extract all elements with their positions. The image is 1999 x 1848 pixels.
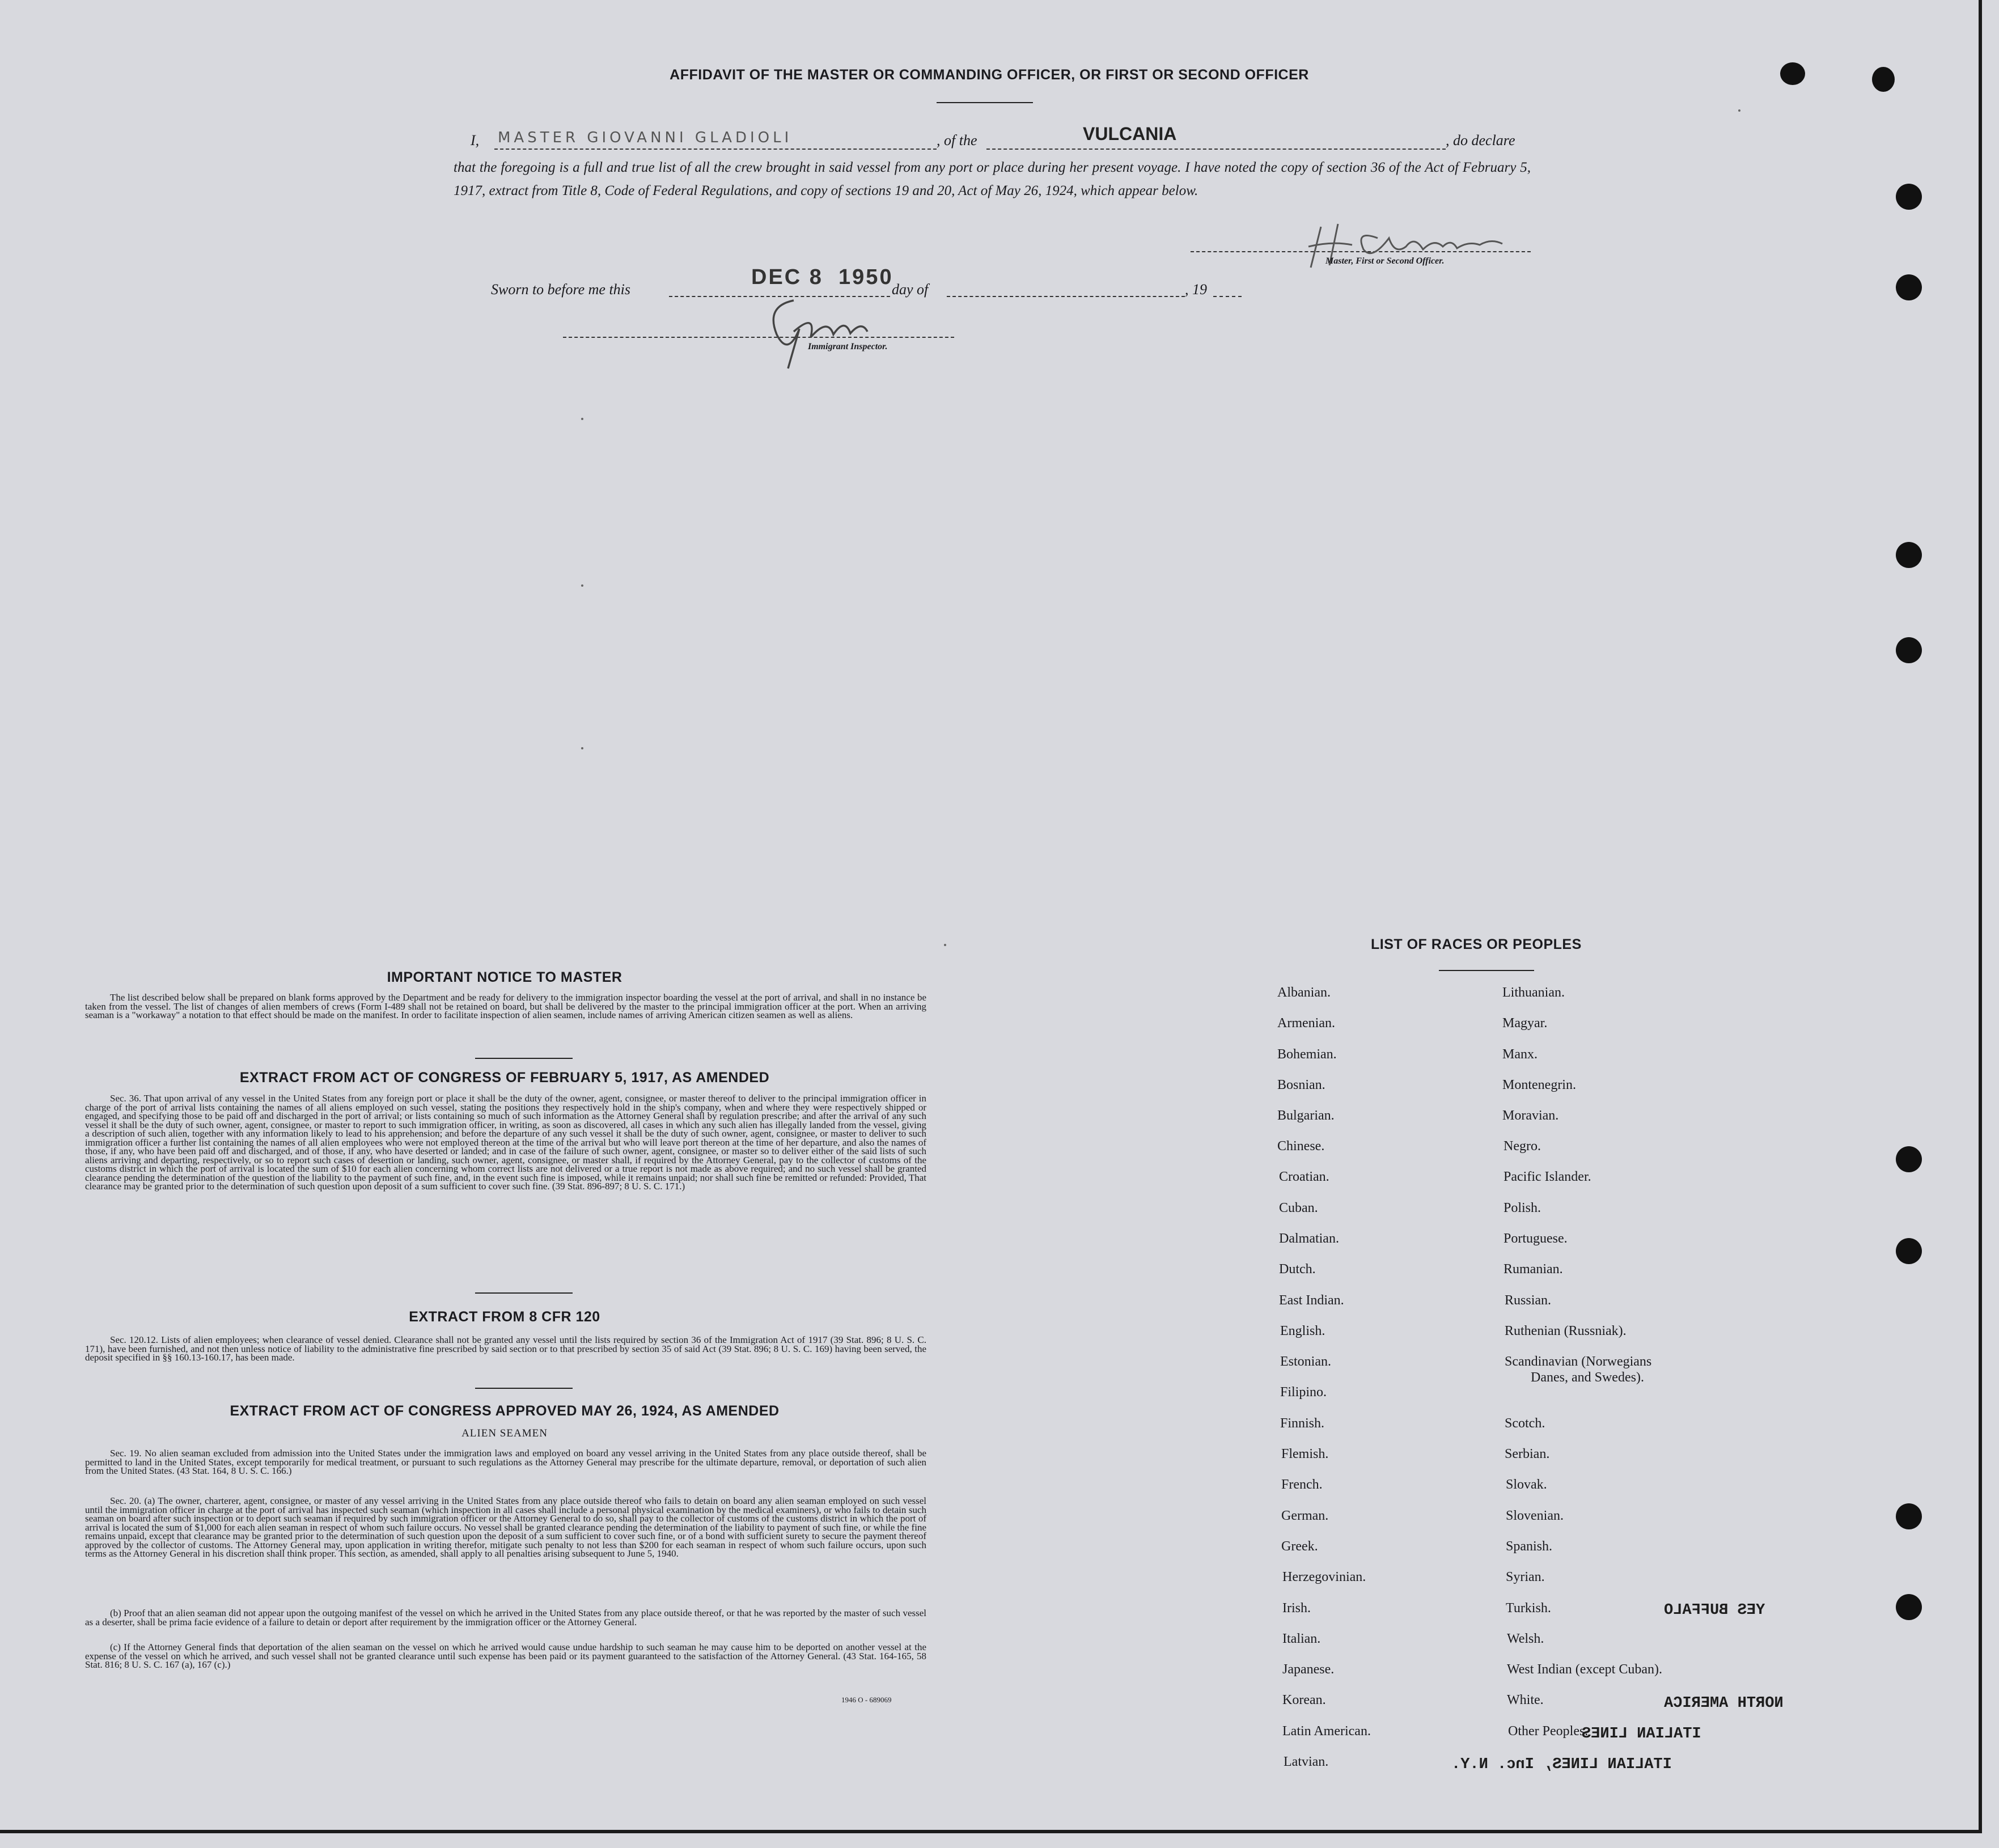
race-left-item: Dalmatian.	[1279, 1231, 1339, 1246]
race-left-item: Herzegovinian.	[1282, 1570, 1366, 1584]
race-right-item: Serbian.	[1505, 1447, 1550, 1461]
race-right-item: Rumanian.	[1504, 1262, 1563, 1277]
extract-cfr-title: EXTRACT FROM 8 CFR 120	[409, 1309, 600, 1325]
inspector-signature	[754, 283, 924, 374]
race-left-item: Irish.	[1282, 1601, 1311, 1616]
race-left-item: Armenian.	[1277, 1016, 1335, 1031]
race-right-item: Portuguese.	[1504, 1231, 1568, 1246]
race-right-item: Negro.	[1504, 1139, 1541, 1154]
year-line	[1213, 296, 1242, 297]
race-right-item: Russian.	[1505, 1293, 1552, 1308]
sworn-label: Sworn to before me this	[491, 281, 631, 298]
race-right-item: Ruthenian (Russniak).	[1505, 1324, 1627, 1338]
month-line	[947, 296, 1185, 297]
race-left-item: Filipino.	[1280, 1385, 1327, 1400]
notice-body: The list described below shall be prepared on blank forms approved by the Department and be ready for delivery to the immigration inspector boarding the vessel at the port of arrival, and shall in no instance be taken from the vessel. The list of changes of alien members of crews (Form I-489 shall not be retained on board, but shall be delivered by the master to the principal immigration officer at the port. When an arriving seaman is a "workaway" a notation to that effect should be made on the manifest. In order to facilitate inspection of alien seamen, include names of arriving American citizen seamen as well as aliens.	[85, 992, 926, 1020]
punch-hole	[1896, 1503, 1922, 1529]
punch-hole	[1896, 184, 1922, 210]
race-left-item: French.	[1281, 1477, 1323, 1492]
race-right-item: Scandinavian (Norwegians	[1505, 1354, 1652, 1369]
sec20c-body: (c) If the Attorney General finds that deportation of the alien seaman on the vessel on which he arrived would cause undue hardship to such seaman he may cause him to be deported on another vessel at the expense of the vessel on which he arrived, and such vessel shall not be granted clearance until such expense has been paid or its payment guaranteed to the satisfaction of the Attorney General. (43 Stat. 164-165, 58 Stat. 816; 8 U. S. C. 167 (a), 167 (c).)	[85, 1642, 926, 1670]
extract-1917-title: EXTRACT FROM ACT OF CONGRESS OF FEBRUARY 5, 1917, AS AMENDED	[239, 1070, 770, 1086]
of-the-label: , of the	[937, 132, 977, 149]
race-left-item: Finnish.	[1280, 1416, 1325, 1431]
race-left-item: German.	[1281, 1508, 1329, 1523]
race-left-item: Japanese.	[1282, 1662, 1335, 1677]
print-code: 1946 O - 689069	[841, 1696, 892, 1704]
race-right-item: Manx.	[1502, 1047, 1538, 1062]
race-left-item: East Indian.	[1279, 1293, 1344, 1308]
race-right-item: Syrian.	[1506, 1570, 1545, 1584]
vessel-name: VULCANIA	[1083, 124, 1177, 144]
race-right-item-continued: Danes, and Swedes).	[1531, 1370, 1644, 1385]
bleedthrough-line-2: NORTH AMERICA	[1664, 1695, 1784, 1712]
speck	[944, 944, 946, 946]
officer-caption: Master, First or Second Officer.	[1325, 256, 1445, 266]
race-right-item: Welsh.	[1507, 1631, 1544, 1646]
race-right-item: Slovenian.	[1506, 1508, 1564, 1523]
race-left-item: Albanian.	[1277, 985, 1331, 1000]
do-declare-label: , do declare	[1446, 132, 1515, 149]
extract-1924-title: EXTRACT FROM ACT OF CONGRESS APPROVED MAY 26, 1924, AS AMENDED	[230, 1403, 780, 1419]
race-left-item: Korean.	[1282, 1693, 1326, 1707]
punch-hole	[1896, 1238, 1922, 1264]
race-right-item: Slovak.	[1506, 1477, 1547, 1492]
sworn-stamp: DEC 8 1950	[751, 265, 893, 289]
race-left-item: Flemish.	[1281, 1447, 1329, 1461]
race-left-item: Greek.	[1281, 1539, 1318, 1554]
race-left-item: Bohemian.	[1277, 1047, 1337, 1062]
extract-cfr-body: Sec. 120.12. Lists of alien employees; when clearance of vessel denied. Clearance shall not be granted any vessel until the lists required by section 36 of the Immigration Act of 1917 (39 Stat. 896; 8 U. S. C. 171), have been furnished, and not then unless notice of liability to the administrative fine prescribed by said section or to that prescribed by section 35 of said Act (39 Stat. 896; 8 U. S. C. 169) having been served, the deposit specified in §§ 160.13-160.17, has been made.	[85, 1334, 926, 1363]
bleedthrough-line-4: ITALIAN LINES, Inc. N.Y.	[1451, 1756, 1672, 1773]
race-right-item: Scotch.	[1505, 1416, 1545, 1431]
bleedthrough-line-1: YES BUFFALO	[1664, 1602, 1765, 1619]
race-left-item: Croatian.	[1279, 1169, 1329, 1184]
punch-hole	[1896, 274, 1922, 300]
race-left-item: Cuban.	[1279, 1201, 1318, 1215]
race-left-item: Italian.	[1282, 1631, 1321, 1646]
race-left-item: Bosnian.	[1277, 1078, 1325, 1092]
year-prefix: , 19	[1185, 281, 1207, 298]
speck	[581, 747, 583, 749]
vessel-line	[986, 149, 1446, 150]
races-title: LIST OF RACES OR PEOPLES	[1371, 936, 1582, 952]
punch-hole	[1896, 542, 1922, 568]
speck	[581, 584, 583, 587]
extract-1917-rule	[475, 1292, 573, 1294]
declaration-pronoun: I,	[471, 132, 480, 149]
sec20a-body: Sec. 20. (a) The owner, charterer, agent, consignee, or master of any vessel arriving in the United States from any place outside thereof who fails to detain on board any alien seaman employed on such vessel until the immigration officer in charge at the port of arrival has inspected such seaman (which inspection in all cases shall include a personal physical examination by the medical examiners), or who fails to detain such seaman on board after such inspection or to deport such seaman if required by such immigration officer or the Attorney General to do so, shall pay to the collector of customs of the customs district in which the port of arrival is located the sum of $1,000 for each alien seaman in respect of whom such failure occurs. No vessel shall be granted clearance pending the determination of the liability to payment of such fine, or while the fine remains unpaid, except that clearance may be granted prior to the determination of such question upon the deposit of a sum sufficient to cover such fine, or of a bond with sufficient surety to secure the payment thereof approved by the collector of customs. The Attorney General may, upon application in writing therefor, mitigate such penalty to not less than $200 for each seaman in respect of whom such failure occurs, upon such terms as the Attorney General in his discretion shall think proper. This section, as amended, shall apply to all penalties arising subsequent to June 5, 1940.	[85, 1495, 926, 1559]
affidavit-title: AFFIDAVIT OF THE MASTER OR COMMANDING OFFICER, OR FIRST OR SECOND OFFICER	[670, 67, 1309, 83]
race-right-item: Spanish.	[1506, 1539, 1553, 1554]
race-right-item: West Indian (except Cuban).	[1507, 1662, 1662, 1677]
race-right-item: Turkish.	[1506, 1601, 1551, 1616]
bleedthrough-line-3: ITALIAN LINES	[1582, 1726, 1701, 1743]
inspector-caption: Immigrant Inspector.	[808, 342, 888, 351]
title-rule	[937, 102, 1033, 103]
race-right-item: Moravian.	[1502, 1108, 1559, 1123]
master-name: MASTER GIOVANNI GLADIOLI	[498, 129, 793, 146]
race-left-item: Dutch.	[1279, 1262, 1316, 1277]
sec20b-body: (b) Proof that an alien seaman did not appear upon the outgoing manifest of the vessel on which he arrived in the United States from any place outside thereof, or that he was reported by the master of such vessel as a deserter, shall be prima facie evidence of a failure to detain or deport after requirement by the immigration officer or the Attorney General.	[85, 1608, 926, 1627]
race-left-item: Chinese.	[1277, 1139, 1325, 1154]
extract-cfr-rule	[475, 1388, 573, 1389]
master-name-line	[494, 149, 937, 150]
race-right-item: Magyar.	[1502, 1016, 1548, 1031]
race-left-item: English.	[1280, 1324, 1325, 1338]
notice-title: IMPORTANT NOTICE TO MASTER	[387, 969, 622, 985]
extract-1917-body: Sec. 36. That upon arrival of any vessel in the United States from any foreign port or place it shall be the duty of the owner, agent, consignee, or master thereof to deliver to the principal immigration officer in charge of the port of arrival lists containing the names of all aliens employed on such vessel, stating the positions they respectively hold in the ship's company, when and where they were respectively shipped or engaged, and specifying those to be paid off and discharged in the port of arrival; or lists containing so much of such information as the Attorney General shall by regulation prescribe; and after the arrival of any such vessel it shall be the duty of such owner, agent, consignee, or master to report to such immigration officer, in writing, as soon as discovered, all cases in which any such alien has illegally landed from the vessel, giving a description of such alien, together with any information likely to lead to his apprehension; and before the departure of any such vessel it shall be the duty of such owner, agent, consignee, or master to deliver to such immigration officer a further list containing the names of all alien employees who were not employed thereon at the time of the arrival but who will leave port thereon at the time of her departure, and also the names of those, if any, who have been paid off and discharged, and of those, if any, who have deserted or landed; and in case of the failure of such owner, agent, consignee, or master so to deliver either of the said lists of such aliens arriving and departing, respectively, or so to report such cases of desertion or landing, such owner, agent, consignee, or master shall, if required by the Attorney General, pay to the collector of customs of the customs district in which the port of arrival is located the sum of $10 for each alien concerning whom correct lists are not delivered or a true report is not made as above required; and no such vessel shall be granted clearance pending the determination of the question of the liability to the payment of such fine, and, in the event such fine is imposed, while it remains unpaid; nor shall such fine be remitted or refunded: Provided, That clearance may be granted prior to the determination of such question upon deposit of a sum sufficient to cover such fine. (39 Stat. 896-897; 8 U. S. C. 171.)	[85, 1093, 926, 1192]
declaration-text: that the foregoing is a full and true list of all the crew brought in said vessel from any port or place during her present voyage. I have noted the copy of section 36 of the Act of February 5, 1917, extract from Title 8, Code of Federal Regulations, and copy of sections 19 and 20, Act of May 26, 1924, which appear below.	[454, 160, 1531, 198]
race-left-item: Bulgarian.	[1277, 1108, 1335, 1123]
race-right-item: Pacific Islander.	[1504, 1169, 1591, 1184]
race-right-item: Other Peoples.	[1508, 1724, 1589, 1739]
race-right-item: Montenegrin.	[1502, 1078, 1576, 1092]
speck	[1738, 109, 1740, 112]
race-right-item: Lithuanian.	[1502, 985, 1565, 1000]
day-of-label: day of	[892, 281, 929, 298]
notice-rule	[475, 1058, 573, 1059]
race-left-item: Latvian.	[1284, 1754, 1329, 1769]
punch-hole	[1896, 1146, 1922, 1172]
punch-hole	[1896, 637, 1922, 663]
race-right-item: Polish.	[1504, 1201, 1541, 1215]
sec19-body: Sec. 19. No alien seaman excluded from admission into the United States under the immigration laws and employed on board any vessel arriving in the United States from any place outside thereof, shall be permitted to land in the United States, except temporarily for medical treatment, or pursuant to such regulations as the Attorney General may prescribe for the ultimate departure, removal, or deportation of such alien from the United States. (43 Stat. 164, 8 U. S. C. 166.)	[85, 1448, 926, 1476]
race-left-item: Latin American.	[1282, 1724, 1371, 1739]
race-left-item: Estonian.	[1280, 1354, 1331, 1369]
race-right-item: White.	[1507, 1693, 1544, 1707]
races-rule	[1439, 970, 1534, 971]
extract-1924-subtitle: ALIEN SEAMEN	[461, 1427, 548, 1439]
punch-hole	[1896, 1594, 1922, 1620]
speck	[581, 418, 583, 420]
